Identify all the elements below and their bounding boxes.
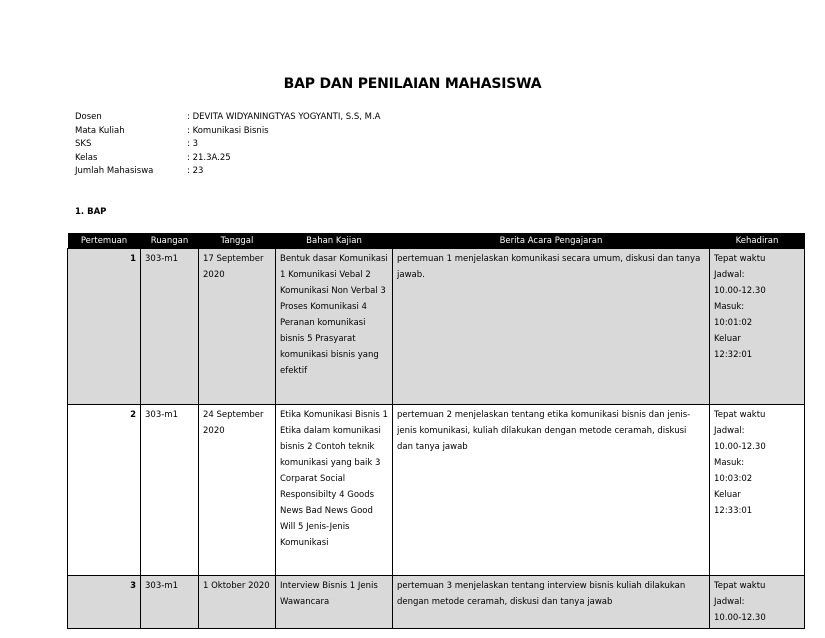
meta-row-mata-kuliah <box>75 125 380 139</box>
meta-value: : 21.3A.25 <box>187 152 231 163</box>
table-row <box>68 405 805 576</box>
meta-label: SKS <box>75 139 92 149</box>
meta-value: : 23 <box>187 166 204 176</box>
tanggal-cell: 1 Oktober 2020 <box>199 576 276 629</box>
kehadiran-cell <box>710 249 805 405</box>
kehadiran-line: Masuk: <box>714 458 745 468</box>
meta-label: Dosen <box>75 112 102 122</box>
kehadiran-line: Tepat waktu <box>714 410 766 420</box>
meta-value: : 3 <box>187 139 198 149</box>
kehadiran-line: Jadwal: <box>714 597 745 607</box>
column-header-berita-acara: Berita Acara Pengajaran <box>393 233 710 249</box>
bahan-kajian-cell: Interview Bisnis 1 Jenis Wawancara <box>276 576 393 629</box>
kehadiran-line: Tepat waktu <box>714 581 766 591</box>
tanggal-cell: 24 September 2020 <box>199 405 276 576</box>
ruangan-cell: 303-m1 <box>141 405 199 576</box>
meta-label: Kelas <box>75 152 98 163</box>
kehadiran-line: Tepat waktu <box>714 254 766 264</box>
kehadiran-line: 10.00-12.30 <box>714 613 766 623</box>
kehadiran-line: Jadwal: <box>714 426 745 436</box>
kehadiran-line: 10:03:02 <box>714 474 753 484</box>
table-row <box>68 576 805 629</box>
berita-acara-cell: pertemuan 3 menjelaskan tentang interview bisnis kuliah dilakukan dengan metode ceramah, diskusi dan tanya jawab <box>393 576 710 629</box>
tanggal-cell: 17 September 2020 <box>199 249 276 405</box>
kehadiran-line: Jadwal: <box>714 270 745 280</box>
section-heading: 1. BAP <box>75 207 107 217</box>
bap-table <box>67 233 805 629</box>
kehadiran-cell <box>710 576 805 629</box>
meta-row-sks <box>75 138 380 152</box>
ruangan-cell: 303-m1 <box>141 249 199 405</box>
berita-acara-cell: pertemuan 1 menjelaskan komunikasi secara umum, diskusi dan tanya jawab. <box>393 249 710 405</box>
meta-value: : Komunikasi Bisnis <box>187 125 269 136</box>
kehadiran-cell <box>710 405 805 576</box>
kehadiran-line: 12:32:01 <box>714 350 753 360</box>
kehadiran-line: Masuk: <box>714 302 745 312</box>
meta-row-dosen <box>75 111 380 125</box>
kehadiran-line: 10:01:02 <box>714 318 753 328</box>
pertemuan-number: 1 <box>68 249 141 405</box>
meta-row-kelas <box>75 152 380 166</box>
ruangan-cell: 303-m1 <box>141 576 199 629</box>
course-info <box>75 111 380 179</box>
table-header-row <box>68 233 805 249</box>
column-header-pertemuan: Pertemuan <box>68 233 141 249</box>
pertemuan-number: 3 <box>68 576 141 629</box>
berita-acara-cell: pertemuan 2 menjelaskan tentang etika komunikasi bisnis dan jenis-jenis komunikasi, kuliah dilakukan dengan metode ceramah, diskusi dan tanya jawab <box>393 405 710 576</box>
kehadiran-line: 10.00-12.30 <box>714 286 766 296</box>
kehadiran-line: 12:33:01 <box>714 506 753 516</box>
kehadiran-line: Keluar <box>714 334 741 344</box>
bahan-kajian-cell: Etika Komunikasi Bisnis 1 Etika dalam komunikasi bisnis 2 Contoh teknik komunikasi yang baik 3 Corparat Social Responsibilty 4 Goods News Bad News Good Will 5 Jenis-Jenis Komunikasi <box>276 405 393 576</box>
table-row <box>68 249 805 405</box>
document-title: BAP DAN PENILAIAN MAHASISWA <box>283 76 542 92</box>
kehadiran-line: Keluar <box>714 490 741 500</box>
meta-value: : DEVITA WIDYANINGTYAS YOGYANTI, S.S, M.A <box>187 112 381 122</box>
column-header-kehadiran: Kehadiran <box>710 233 805 249</box>
pertemuan-number: 2 <box>68 405 141 576</box>
meta-label: Mata Kuliah <box>75 125 125 136</box>
column-header-tanggal: Tanggal <box>199 233 276 249</box>
meta-row-jumlah-mahasiswa <box>75 165 380 179</box>
bahan-kajian-cell: Bentuk dasar Komunikasi 1 Komunikasi Vebal 2 Komunikasi Non Verbal 3 Proses Komunikasi 4 Peranan komunikasi bisnis 5 Prasyarat komunikasi bisnis yang efektif <box>276 249 393 405</box>
column-header-bahan-kajian: Bahan Kajian <box>276 233 393 249</box>
meta-label: Jumlah Mahasiswa <box>75 166 154 176</box>
kehadiran-line: 10.00-12.30 <box>714 442 766 452</box>
column-header-ruangan: Ruangan <box>141 233 199 249</box>
